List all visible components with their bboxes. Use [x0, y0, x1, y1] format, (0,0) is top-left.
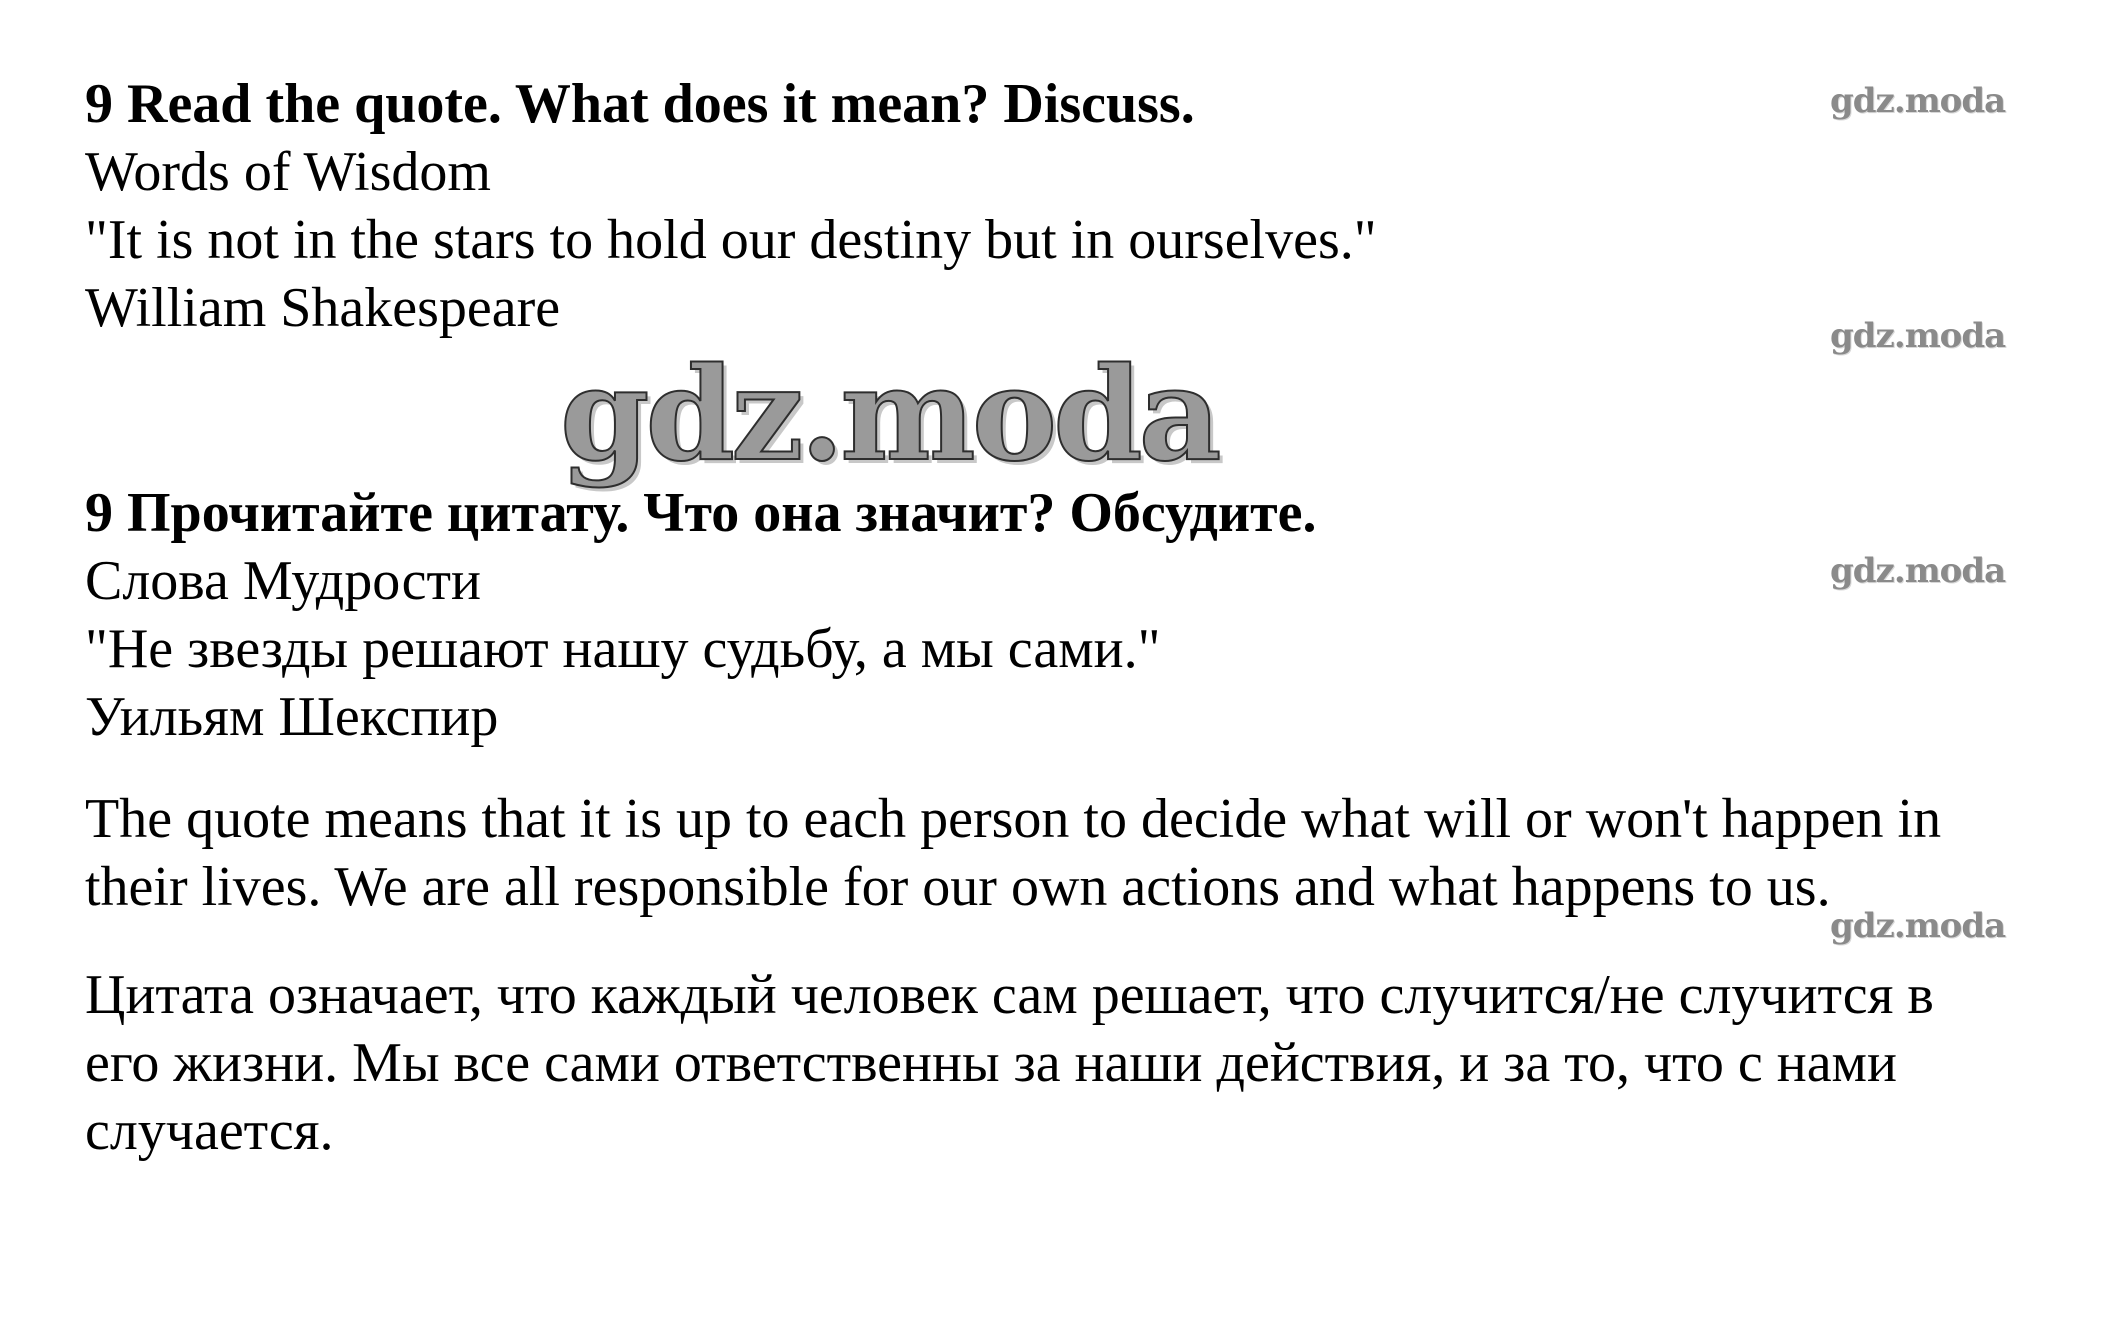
english-answer-line: The quote means that it is up to each person to decide what will or won't happen in: [85, 788, 1942, 850]
english-quote-author: William Shakespeare: [85, 277, 561, 339]
watermark-large-logo: gdz.moda: [560, 340, 1218, 490]
english-answer-line: their lives. We are all responsible for our own actions and what happens to us.: [85, 856, 1831, 918]
watermark-small: gdz.moda: [1830, 316, 2006, 356]
russian-quote-text: "Не звезды решают нашу судьбу, а мы сами.": [85, 618, 1161, 680]
english-quote-subtitle: Words of Wisdom: [85, 141, 491, 203]
english-answer-paragraph: [85, 785, 2085, 921]
russian-answer-line: Цитата означает, что каждый человек сам решает, что случится/не случится в: [85, 964, 1934, 1026]
watermark-small: gdz.moda: [1830, 81, 2006, 121]
russian-task-heading: 9 Прочитайте цитату. Что она значит? Обсудите.: [85, 482, 1317, 544]
russian-answer-line: его жизни. Мы все сами ответственны за наши действия, и за то, что с нами: [85, 1032, 1897, 1094]
watermark-small: gdz.moda: [1830, 551, 2006, 591]
english-task-heading: 9 Read the quote. What does it mean? Discuss.: [85, 73, 1195, 135]
english-task-block: [85, 70, 1377, 342]
russian-answer-line: случается.: [85, 1100, 334, 1162]
russian-quote-subtitle: Слова Мудрости: [85, 550, 481, 612]
russian-task-block: [85, 479, 1316, 751]
english-quote-text: "It is not in the stars to hold our destiny but in ourselves.": [85, 209, 1377, 271]
watermark-small: gdz.moda: [1830, 906, 2006, 946]
russian-quote-author: Уильям Шекспир: [85, 686, 499, 748]
russian-answer-paragraph: [85, 961, 2085, 1165]
